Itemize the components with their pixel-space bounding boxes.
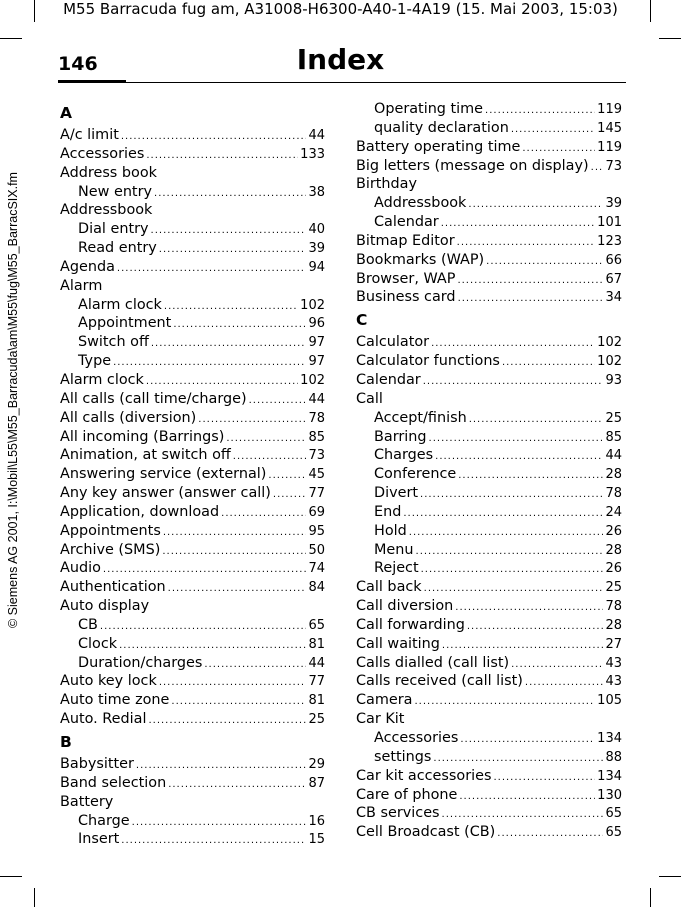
index-term: Answering service (external): [60, 466, 267, 483]
index-term: Camera: [356, 692, 413, 709]
dot-leader: [502, 354, 595, 373]
index-entry: [60, 616, 325, 635]
index-term: Big letters (message on display): [356, 157, 589, 174]
index-term: Battery: [60, 793, 114, 810]
index-entry: [356, 559, 622, 578]
crop-mark-tr-h: [659, 38, 681, 39]
dot-leader: [121, 832, 306, 851]
index-entry: [356, 522, 622, 541]
index-term: Call back: [356, 579, 422, 596]
index-entry: [60, 654, 325, 673]
index-entry: [356, 691, 622, 710]
index-entry: [356, 446, 622, 465]
index-term: All calls (call time/charge): [60, 390, 247, 407]
index-page-ref: 84: [308, 580, 325, 596]
index-entry: [356, 597, 622, 616]
index-entry: [356, 465, 622, 484]
index-term: Read entry: [78, 240, 157, 257]
index-term: Accessories: [60, 145, 145, 162]
index-entry: [356, 157, 622, 176]
index-term: Babysitter: [60, 756, 134, 772]
index-entry: [356, 409, 622, 428]
index-page-ref: 145: [597, 120, 622, 136]
index-letter-heading: [356, 308, 622, 332]
index-term: Menu: [374, 541, 414, 558]
index-page-ref: 44: [308, 655, 325, 671]
header-rule-thick: [58, 80, 126, 83]
index-page-ref: 28: [605, 617, 622, 633]
dot-leader: [414, 693, 595, 712]
index-page-ref: 77: [308, 674, 325, 690]
dot-leader: [457, 272, 603, 291]
index-page-ref: 95: [308, 523, 325, 539]
index-page-ref: 73: [308, 448, 325, 464]
dot-leader: [249, 392, 307, 411]
dot-leader: [164, 298, 298, 317]
index-term: Call waiting: [356, 635, 440, 652]
index-page-ref: 134: [597, 731, 622, 746]
index-entry: [356, 804, 622, 823]
index-entry: [60, 239, 325, 258]
index-page-ref: 25: [308, 712, 325, 728]
copyright-side-text: © Siemens AG 2001, I:\Mobil\L55\M55_Barracuda\am\M55\fug\M55_BarracSIX.fm: [6, 172, 20, 628]
dot-leader: [273, 486, 307, 505]
index-term: Barring: [374, 428, 427, 445]
index-entry: [356, 541, 622, 560]
index-term: Animation, at switch off: [60, 447, 231, 464]
index-term: Calculator functions: [356, 353, 500, 370]
index-term: Insert: [78, 831, 120, 848]
index-entry: [60, 522, 325, 541]
index-term: A: [60, 104, 72, 122]
index-page-ref: 40: [308, 222, 325, 238]
index-entry: [60, 541, 325, 560]
dot-leader: [117, 260, 307, 279]
index-entry: [356, 119, 622, 138]
index-group-label: [356, 175, 622, 194]
dot-leader: [163, 524, 307, 543]
index-page-ref: 74: [308, 561, 325, 577]
dot-leader: [154, 185, 306, 204]
index-page-ref: 93: [605, 372, 622, 388]
index-page-ref: 97: [308, 354, 325, 370]
index-page-ref: 134: [597, 768, 622, 784]
index-group-label: [60, 597, 325, 616]
index-entry: [60, 755, 325, 774]
index-term: Application, download: [60, 503, 220, 520]
index-entry: [60, 145, 325, 164]
index-letter-heading: [60, 730, 325, 754]
index-term: Charge: [78, 812, 130, 829]
crop-mark-br-v: [650, 888, 651, 907]
index-page-ref: 87: [308, 775, 325, 791]
index-entry: [60, 446, 325, 465]
header-rule-thin: [126, 82, 626, 83]
index-term: Any key answer (answer call): [60, 485, 271, 502]
index-column-right: [356, 100, 622, 842]
document-header-line: M55 Barracuda fug am, A31008-H6300-A40-1-4A19 (15. Mai 2003, 15:03): [63, 0, 618, 18]
index-entry: [356, 654, 622, 673]
dot-leader: [460, 731, 595, 750]
index-entry: [356, 748, 622, 767]
index-term: Archive (SMS): [60, 541, 161, 558]
index-entry: [356, 232, 622, 251]
crop-mark-br-h: [659, 876, 681, 877]
index-page-ref: 94: [308, 259, 325, 275]
index-entry: [60, 258, 325, 277]
index-term: Accessories: [374, 730, 459, 746]
index-entry: [60, 390, 325, 409]
index-term: Conference: [374, 466, 457, 483]
index-page-ref: 24: [605, 504, 622, 520]
index-page-ref: 81: [308, 636, 325, 652]
dot-leader: [435, 448, 603, 467]
index-term: All incoming (Barrings): [60, 428, 225, 445]
dot-leader: [497, 825, 603, 844]
index-page-ref: 39: [308, 241, 325, 257]
dot-leader: [159, 241, 307, 260]
index-term: Call forwarding: [356, 616, 465, 633]
dot-leader: [486, 253, 603, 272]
index-page-ref: 73: [605, 158, 622, 174]
index-term: B: [60, 733, 72, 751]
index-entry: [356, 213, 622, 232]
index-group-label: [60, 277, 325, 296]
index-entry: [60, 635, 325, 654]
dot-leader: [168, 580, 307, 599]
index-entry: [60, 428, 325, 447]
crop-mark-tr-v: [650, 0, 651, 22]
index-entry: [356, 729, 622, 748]
dot-leader: [100, 618, 307, 637]
index-group-label: [356, 390, 622, 409]
index-page-ref: 38: [308, 184, 325, 200]
dot-leader: [420, 486, 603, 505]
index-term: Bitmap Editor: [356, 232, 455, 249]
index-page-ref: 34: [605, 290, 622, 306]
index-page-ref: 27: [605, 636, 622, 652]
index-page-ref: 65: [605, 825, 622, 841]
index-page-ref: 119: [597, 139, 622, 155]
index-page-ref: 85: [605, 429, 622, 445]
index-entry: [60, 220, 325, 239]
index-term: End: [374, 503, 402, 520]
index-entry: [60, 484, 325, 503]
index-term: Reject: [374, 560, 419, 577]
index-page-ref: 78: [605, 486, 622, 502]
index-entry: [356, 371, 622, 390]
index-page-ref: 50: [308, 542, 325, 558]
index-group-label: [60, 164, 325, 183]
index-page-ref: 78: [308, 410, 325, 426]
index-term: Type: [78, 353, 112, 370]
index-term: Calls dialled (call list): [356, 654, 510, 671]
dot-leader: [525, 674, 604, 693]
index-term: Battery operating time: [356, 138, 521, 155]
dot-leader: [162, 543, 306, 562]
index-page-ref: 78: [605, 599, 622, 615]
index-entry: [60, 183, 325, 202]
index-entry: [356, 786, 622, 805]
index-page-ref: 25: [605, 410, 622, 426]
dot-leader: [403, 505, 603, 524]
dot-leader: [416, 543, 604, 562]
index-entry: [356, 823, 622, 842]
index-term: Hold: [374, 522, 407, 539]
index-page-ref: 123: [597, 233, 622, 249]
index-term: All calls (diversion): [60, 409, 197, 426]
dot-leader: [591, 159, 604, 178]
index-term: Addressbook: [374, 195, 467, 212]
index-page-ref: 16: [308, 813, 325, 829]
index-term: Birthday: [356, 176, 418, 193]
index-term: Audio: [60, 560, 101, 577]
dot-leader: [467, 618, 604, 637]
index-term: Dial entry: [78, 221, 149, 238]
index-page-ref: 81: [308, 693, 325, 709]
dot-leader: [511, 656, 603, 675]
index-term: C: [356, 311, 368, 330]
index-term: Agenda: [60, 258, 115, 275]
index-entry: [356, 767, 622, 786]
index-page-ref: 43: [605, 674, 622, 690]
index-term: Addressbook: [60, 202, 153, 219]
index-term: settings: [374, 748, 432, 765]
index-page-ref: 44: [605, 448, 622, 464]
index-entry: [356, 288, 622, 307]
dot-leader: [173, 316, 306, 335]
index-group-label: [356, 710, 622, 729]
index-term: Band selection: [60, 774, 167, 791]
dot-leader: [459, 788, 595, 807]
index-term: Clock: [78, 635, 118, 652]
index-term: Calls received (call list): [356, 673, 523, 690]
index-letter-heading: [60, 101, 325, 125]
crop-mark-bl-v: [34, 888, 35, 907]
index-term: Car kit accessories: [356, 767, 492, 784]
index-entry: [356, 251, 622, 270]
dot-leader: [441, 215, 595, 234]
index-entry: [60, 830, 325, 849]
crop-mark-tl-h: [0, 38, 22, 39]
dot-leader: [468, 196, 603, 215]
index-entry: [356, 194, 622, 213]
index-page-ref: 77: [308, 486, 325, 502]
index-term: Car Kit: [356, 711, 405, 728]
index-entry: [356, 270, 622, 289]
index-page-ref: 97: [308, 335, 325, 351]
index-term: Appointment: [78, 315, 172, 332]
dot-leader: [423, 373, 604, 392]
dot-leader: [171, 693, 306, 712]
dot-leader: [421, 561, 604, 580]
index-entry: [60, 465, 325, 484]
index-entry: [60, 559, 325, 578]
index-page-ref: 66: [605, 252, 622, 268]
dot-leader: [511, 121, 595, 140]
index-term: Calendar: [374, 214, 439, 231]
index-term: Charges: [374, 447, 434, 464]
index-term: Divert: [374, 485, 419, 502]
index-entry: [356, 578, 622, 597]
index-term: Auto display: [60, 598, 150, 615]
index-page-ref: 102: [597, 354, 622, 370]
page-title: Index: [296, 43, 385, 76]
index-term: Calendar: [356, 371, 421, 388]
dot-leader: [151, 222, 307, 241]
index-entry: [356, 333, 622, 352]
index-page-ref: 29: [308, 757, 325, 772]
index-entry: [60, 333, 325, 352]
index-term: Alarm: [60, 277, 103, 294]
index-column-left: [60, 100, 325, 849]
crop-mark-bl-h: [0, 876, 22, 877]
dot-leader: [226, 430, 306, 449]
index-term: A/c limit: [60, 127, 119, 143]
index-term: CB services: [356, 805, 440, 822]
dot-leader: [458, 290, 604, 309]
dot-leader: [146, 147, 298, 166]
dot-leader: [493, 769, 595, 788]
index-page-ref: 43: [605, 655, 622, 671]
index-term: Switch off: [78, 334, 149, 351]
index-term: Alarm clock: [78, 296, 162, 313]
index-term: Accept/finish: [374, 409, 467, 426]
dot-leader: [469, 411, 604, 430]
index-page-ref: 67: [605, 271, 622, 287]
index-term: Authentication: [60, 579, 166, 596]
index-term: Auto. Redial: [60, 711, 147, 728]
dot-leader: [159, 674, 307, 693]
index-term: Appointments: [60, 522, 161, 539]
index-page-ref: 119: [597, 102, 622, 117]
index-page-ref: 39: [605, 196, 622, 212]
index-page-ref: 15: [308, 832, 325, 848]
dot-leader: [455, 599, 603, 618]
index-page-ref: 25: [605, 580, 622, 596]
index-page-ref: 102: [300, 372, 325, 388]
index-page-ref: 130: [597, 787, 622, 803]
index-term: Address book: [60, 164, 157, 181]
index-page-ref: 105: [597, 693, 622, 709]
index-entry: [356, 352, 622, 371]
dot-leader: [221, 505, 306, 524]
index-page-ref: 102: [300, 297, 325, 313]
index-entry: [60, 314, 325, 333]
dot-leader: [148, 712, 306, 731]
index-page-ref: 69: [308, 504, 325, 520]
index-entry: [60, 296, 325, 315]
index-page-ref: 26: [605, 523, 622, 539]
dot-leader: [204, 656, 306, 675]
index-page-ref: 96: [308, 316, 325, 332]
index-entry: [60, 503, 325, 522]
index-entry: [60, 371, 325, 390]
index-term: Call: [356, 390, 383, 407]
dot-leader: [151, 335, 307, 354]
index-term: Call diversion: [356, 598, 454, 615]
index-entry: [356, 428, 622, 447]
index-term: Auto time zone: [60, 692, 170, 709]
dot-leader: [458, 467, 603, 486]
index-group-label: [60, 793, 325, 812]
index-entry: [356, 100, 622, 119]
index-term: Business card: [356, 289, 456, 306]
index-entry: [60, 710, 325, 729]
index-term: New entry: [78, 183, 153, 200]
index-term: Care of phone: [356, 786, 458, 803]
dot-leader: [268, 467, 306, 486]
index-entry: [60, 672, 325, 691]
dot-leader: [168, 776, 306, 795]
index-term: Operating time: [374, 101, 484, 117]
index-term: Calculator: [356, 334, 430, 351]
index-page-ref: 101: [597, 215, 622, 231]
index-term: Duration/charges: [78, 654, 203, 671]
index-entry: [356, 138, 622, 157]
index-term: quality declaration: [374, 119, 509, 136]
index-page-ref: 85: [308, 429, 325, 445]
index-page-ref: 102: [597, 335, 622, 351]
index-entry: [60, 774, 325, 793]
index-page-ref: 65: [308, 617, 325, 633]
index-term: Browser, WAP: [356, 270, 456, 287]
dot-leader: [121, 128, 307, 147]
index-term: Bookmarks (WAP): [356, 251, 485, 268]
index-entry: [356, 616, 622, 635]
index-page-ref: 28: [605, 467, 622, 483]
index-term: CB: [78, 616, 98, 633]
index-term: Cell Broadcast (CB): [356, 824, 496, 841]
index-entry: [356, 635, 622, 654]
index-entry: [60, 352, 325, 371]
crop-mark-tl-v: [34, 0, 35, 22]
index-entry: [356, 672, 622, 691]
dot-leader: [132, 814, 307, 833]
index-page-ref: 28: [605, 542, 622, 558]
index-page-ref: 65: [605, 806, 622, 822]
index-term: Auto key lock: [60, 673, 157, 690]
index-page-ref: 45: [308, 467, 325, 483]
index-group-label: [60, 201, 325, 220]
index-entry: [356, 484, 622, 503]
index-page-ref: 88: [605, 749, 622, 765]
index-page-ref: 44: [308, 391, 325, 407]
page-number: 146: [58, 53, 98, 75]
index-term: Alarm clock: [60, 371, 144, 388]
dot-leader: [429, 430, 604, 449]
index-page-ref: 44: [308, 128, 325, 143]
dot-leader: [409, 524, 604, 543]
index-entry: [60, 578, 325, 597]
index-page-ref: 133: [300, 146, 325, 162]
index-entry: [356, 503, 622, 522]
index-entry: [60, 691, 325, 710]
index-entry: [60, 409, 325, 428]
index-entry: [60, 812, 325, 831]
index-page-ref: 26: [605, 561, 622, 577]
index-entry: [60, 126, 325, 145]
